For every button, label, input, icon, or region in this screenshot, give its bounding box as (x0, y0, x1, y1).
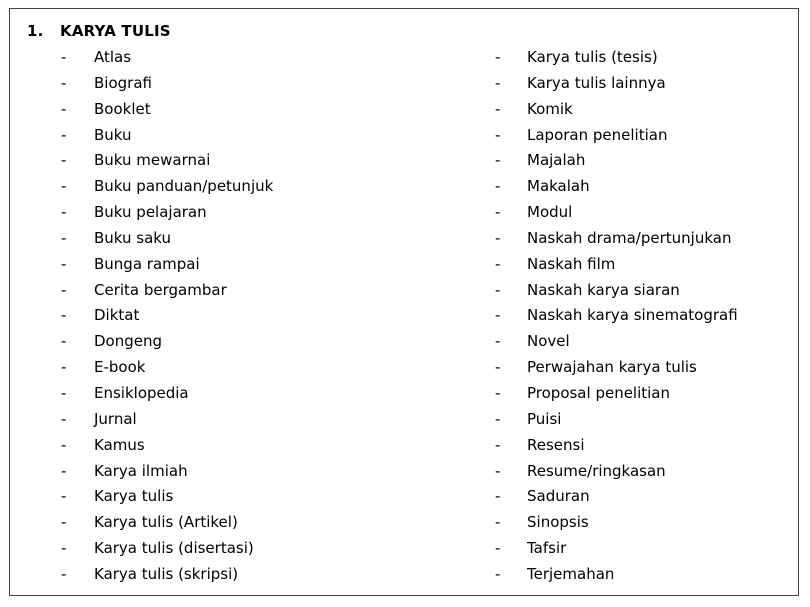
list-item-label: Biografi (94, 73, 152, 92)
list-item-label: Kamus (94, 435, 145, 454)
list-item-label: Cerita bergambar (94, 280, 227, 299)
section-heading (27, 22, 171, 40)
list-item-label: Modul (527, 203, 573, 222)
list-bullet: - (495, 203, 501, 222)
list-item-label: Ensiklopedia (94, 383, 189, 402)
list-bullet: - (61, 487, 67, 506)
list-bullet: - (495, 358, 501, 377)
list-bullet: - (495, 383, 501, 402)
list-bullet: - (495, 564, 501, 583)
list-bullet: - (61, 461, 67, 480)
list-bullet: - (61, 73, 67, 92)
list-bullet: - (61, 358, 67, 377)
list-item-label: Karya tulis (skripsi) (94, 564, 239, 583)
list-item-label: Makalah (527, 177, 590, 196)
list-item-label: Perwajahan karya tulis (527, 358, 697, 377)
list-bullet: - (495, 177, 501, 196)
list-item-label: Laporan penelitian (527, 125, 668, 144)
list-item-label: Puisi (527, 409, 562, 428)
list-item-label: Karya tulis (disertasi) (94, 539, 254, 558)
list-bullet: - (61, 332, 67, 351)
list-item-label: Naskah film (527, 254, 616, 273)
list-item-label: Karya tulis lainnya (527, 73, 666, 92)
list-item-label: Buku mewarnai (94, 151, 211, 170)
list-bullet: - (61, 564, 67, 583)
list-bullet: - (61, 306, 67, 325)
list-item-label: Karya ilmiah (94, 461, 188, 480)
list-bullet: - (495, 254, 501, 273)
list-bullet: - (61, 125, 67, 144)
list-item-label: Naskah karya siaran (527, 280, 680, 299)
list-item-label: Majalah (527, 151, 586, 170)
list-item-label: Saduran (527, 487, 590, 506)
list-item-label: Jurnal (94, 409, 137, 428)
list-item-label: Buku pelajaran (94, 203, 207, 222)
list-bullet: - (61, 228, 67, 247)
list-item-label: Resensi (527, 435, 585, 454)
list-bullet: - (61, 539, 67, 558)
list-bullet: - (61, 280, 67, 299)
list-bullet: - (495, 409, 501, 428)
list-bullet: - (495, 306, 501, 325)
list-item-label: Resume/ringkasan (527, 461, 666, 480)
list-bullet: - (61, 177, 67, 196)
list-bullet: - (495, 487, 501, 506)
list-bullet: - (495, 332, 501, 351)
list-bullet: - (495, 461, 501, 480)
list-item-label: Terjemahan (527, 564, 615, 583)
list-item-label: Naskah karya sinematografi (527, 306, 738, 325)
list-bullet: - (495, 125, 501, 144)
section-title: KARYA TULIS (60, 22, 171, 40)
list-bullet: - (495, 280, 501, 299)
section-number: 1. (27, 22, 44, 40)
list-item-label: Bunga rampai (94, 254, 200, 273)
list-bullet: - (61, 254, 67, 273)
list-item-label: Booklet (94, 99, 151, 118)
list-item-label: Komik (527, 99, 573, 118)
list-bullet: - (495, 539, 501, 558)
list-bullet: - (495, 48, 501, 66)
list-item-label: E-book (94, 358, 146, 377)
list-bullet: - (495, 513, 501, 532)
list-bullet: - (61, 383, 67, 402)
list-item-label: Karya tulis (94, 487, 174, 506)
list-bullet: - (61, 99, 67, 118)
list-bullet: - (495, 435, 501, 454)
list-item-label: Buku saku (94, 228, 172, 247)
list-item-label: Buku (94, 125, 132, 144)
list-item-label: Diktat (94, 306, 140, 325)
list-item-label: Karya tulis (Artikel) (94, 513, 238, 532)
list-bullet: - (495, 151, 501, 170)
list-bullet: - (61, 151, 67, 170)
list-bullet: - (495, 99, 501, 118)
list-bullet: - (495, 73, 501, 92)
list-item-label: Naskah drama/pertunjukan (527, 228, 732, 247)
list-item-label: Buku panduan/petunjuk (94, 177, 274, 196)
list-bullet: - (61, 409, 67, 428)
list-item-label: Novel (527, 332, 570, 351)
list-item-label: Dongeng (94, 332, 163, 351)
list-item-label: Proposal penelitian (527, 383, 671, 402)
list-item-label: Atlas (94, 48, 132, 66)
list-item-label: Karya tulis (tesis) (527, 48, 658, 66)
list-item-label: Tafsir (527, 539, 567, 558)
list-item-label: Sinopsis (527, 513, 589, 532)
list-bullet: - (495, 228, 501, 247)
list-bullet: - (61, 435, 67, 454)
list-bullet: - (61, 513, 67, 532)
list-bullet: - (61, 48, 67, 66)
list-bullet: - (61, 203, 67, 222)
